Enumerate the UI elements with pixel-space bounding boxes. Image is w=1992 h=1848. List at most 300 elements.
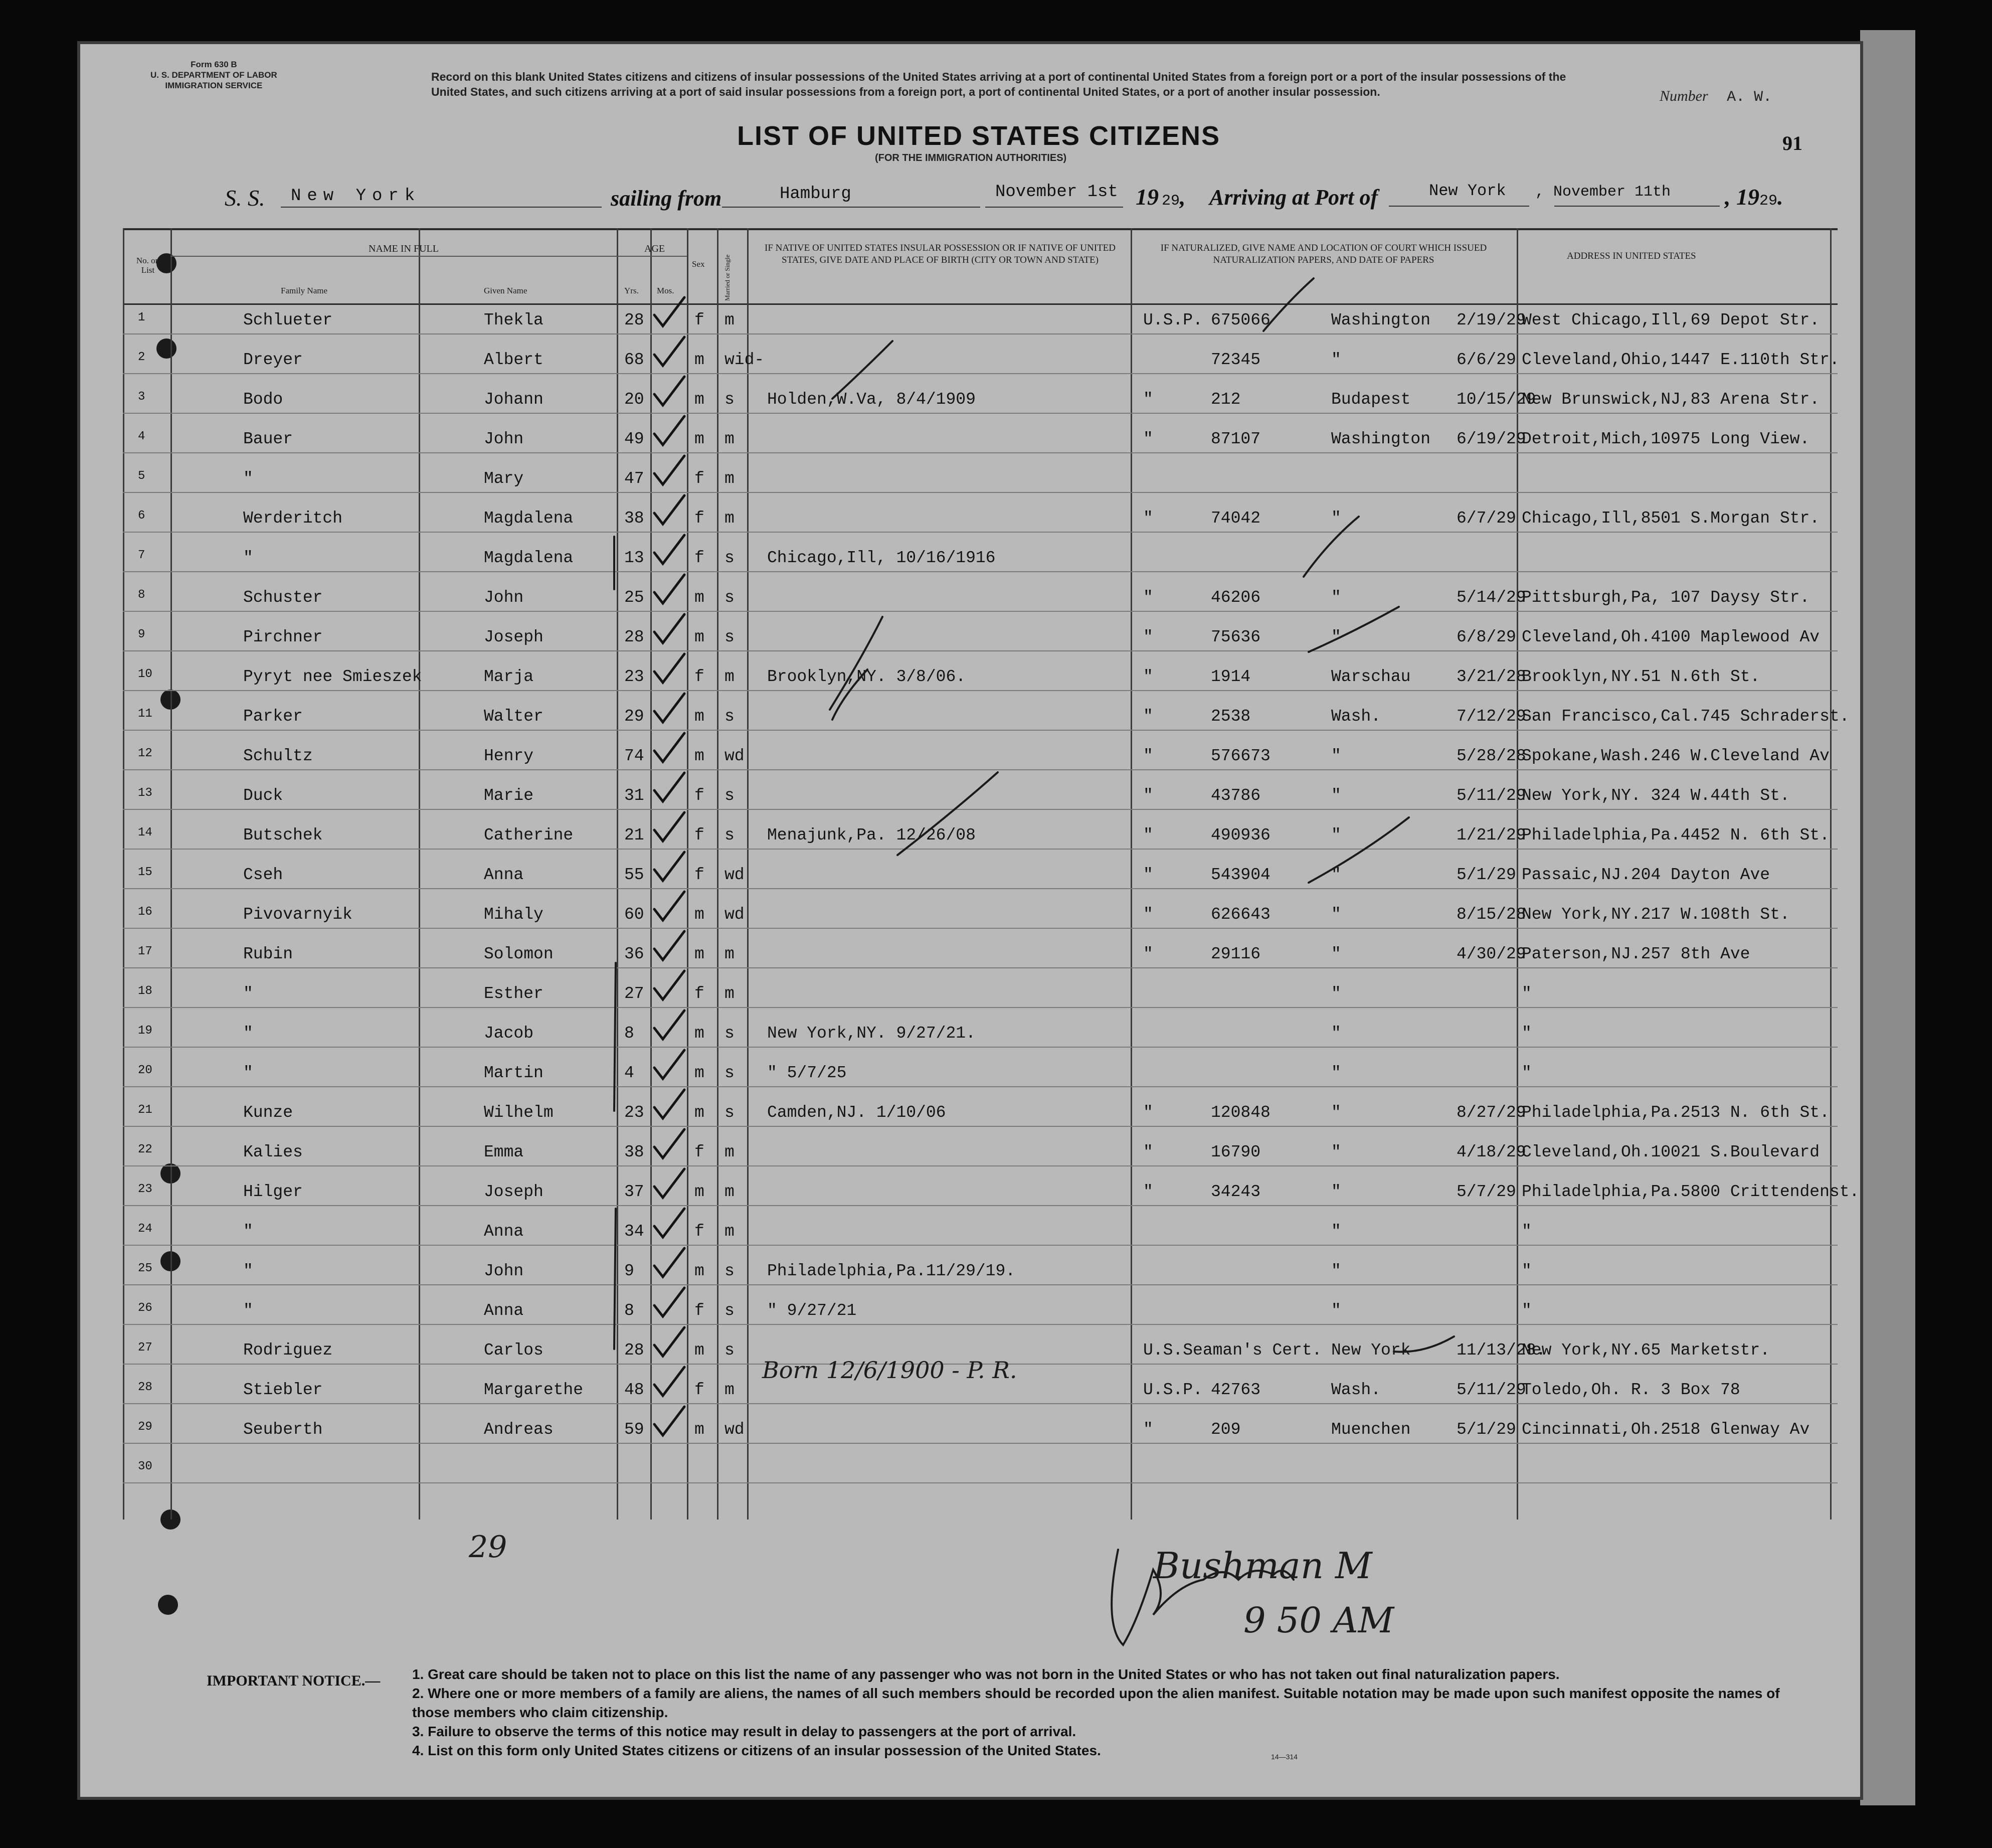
sex: m (694, 1064, 704, 1082)
us-address: New York,NY.217 W.108th St. (1522, 905, 1790, 924)
arriving-label: Arriving at Port of (1209, 185, 1378, 210)
us-address: Spokane,Wash.246 W.Cleveland Av (1522, 747, 1830, 765)
sex: f (694, 469, 704, 488)
family-name: Schultz (243, 747, 313, 765)
given-name: Marja (484, 667, 534, 686)
us-address: " (1522, 1262, 1532, 1280)
us-address: Toledo,Oh. R. 3 Box 78 (1522, 1381, 1740, 1399)
department: U. S. DEPARTMENT OF LABOR (150, 70, 277, 80)
service: IMMIGRATION SERVICE (165, 81, 263, 90)
age-years: 38 (624, 509, 644, 528)
sex: m (694, 945, 704, 963)
check-mark (830, 617, 882, 710)
naturalization-prefix: " (1143, 707, 1153, 726)
age-years: 59 (624, 1420, 644, 1439)
from-port: Hamburg (780, 185, 851, 204)
marital-status: s (725, 1341, 735, 1360)
us-address: West Chicago,Ill,69 Depot Str. (1522, 311, 1820, 329)
row-number: 25 (138, 1262, 152, 1275)
naturalization-number: 34243 (1211, 1183, 1261, 1201)
papers-date: 4/30/29 (1457, 945, 1526, 963)
us-address: New Brunswick,NJ,83 Arena Str. (1522, 390, 1820, 409)
papers-date: 6/6/29 (1457, 351, 1516, 369)
naturalization-prefix: " (1143, 786, 1153, 805)
age-years: 23 (624, 667, 644, 686)
family-name: " (243, 984, 253, 1003)
naturalization-number: 87107 (1211, 430, 1261, 448)
us-address: Philadelphia,Pa.5800 Crittendenst. (1522, 1183, 1860, 1201)
row-number: 14 (138, 826, 152, 839)
age-years: 21 (624, 826, 644, 845)
bracket-mark (614, 963, 616, 1111)
given-name: Anna (484, 1301, 524, 1320)
marital-status: m (725, 430, 735, 448)
papers-date: 8/27/29 (1457, 1103, 1526, 1122)
page-subtitle: (FOR THE IMMIGRATION AUTHORITIES) (875, 152, 1067, 163)
birth-info: Chicago,Ill, 10/16/1916 (767, 549, 996, 567)
papers-date: 5/1/29 (1457, 1420, 1516, 1439)
us-address: " (1522, 1222, 1532, 1241)
us-address: Cincinnati,Oh.2518 Glenway Av (1522, 1420, 1810, 1439)
court-location: " (1331, 747, 1341, 765)
depart-year: 29 (1162, 193, 1180, 210)
row-number: 23 (138, 1183, 152, 1196)
naturalization-number: 490936 (1211, 826, 1271, 845)
naturalization-prefix: " (1143, 390, 1153, 409)
us-address: Cleveland,Ohio,1447 E.110th Str. (1522, 351, 1840, 369)
sex: m (694, 430, 704, 448)
sex: f (694, 1222, 704, 1241)
birth-info: Brooklyn,NY. 3/8/06. (767, 667, 966, 686)
row-number: 22 (138, 1143, 152, 1156)
marital-status: m (725, 1222, 735, 1241)
marital-status: s (725, 1262, 735, 1280)
marital-status: m (725, 945, 735, 963)
naturalization-number: 2538 (1211, 707, 1251, 726)
naturalization-number: 29116 (1211, 945, 1261, 963)
sex: f (694, 786, 704, 805)
given-name: Margarethe (484, 1381, 584, 1399)
given-name: Esther (484, 984, 544, 1003)
sex: m (694, 390, 704, 409)
check-mark (1309, 607, 1399, 652)
family-name: Cseh (243, 866, 283, 884)
papers-date: 1/21/29 (1457, 826, 1526, 845)
naturalization-number: 1914 (1211, 667, 1251, 686)
court-location: " (1331, 984, 1341, 1003)
header-sex: Sex (692, 259, 705, 269)
marital-status: s (725, 1024, 735, 1043)
marital-status: wd (725, 905, 745, 924)
family-name: Pyryt nee Smieszek (243, 667, 422, 686)
header-no: No. on List (136, 256, 160, 275)
row-number: 17 (138, 945, 152, 958)
sex: f (694, 1381, 704, 1399)
row-number: 19 (138, 1024, 152, 1038)
sex: f (694, 549, 704, 567)
header-yrs: Yrs. (624, 286, 639, 295)
arrival-year: 29 (1759, 193, 1778, 210)
age-years: 8 (624, 1301, 634, 1320)
row-number: 30 (138, 1460, 152, 1473)
us-address: New York,NY. 324 W.44th St. (1522, 786, 1790, 805)
marital-status: m (725, 311, 735, 329)
bracket-mark (614, 1209, 616, 1349)
given-name: Emma (484, 1143, 524, 1161)
sex: f (694, 311, 704, 329)
naturalization-prefix: " (1143, 866, 1153, 884)
papers-date: 4/18/29 (1457, 1143, 1526, 1161)
family-name: Parker (243, 707, 303, 726)
family-name: " (243, 549, 253, 567)
family-name: Schuster (243, 588, 323, 607)
family-name: Rubin (243, 945, 293, 963)
naturalization-prefix: " (1143, 1183, 1153, 1201)
papers-date: 6/8/29 (1457, 628, 1516, 646)
birth-info: Menajunk,Pa. 12/26/08 (767, 826, 976, 845)
given-name: Martin (484, 1064, 544, 1082)
sex: f (694, 866, 704, 884)
naturalization-number: 75636 (1211, 628, 1261, 646)
given-name: John (484, 430, 524, 448)
given-name: Wilhelm (484, 1103, 554, 1122)
ship-name: New York (291, 187, 421, 206)
given-name: Walter (484, 707, 544, 726)
naturalization-prefix: " (1143, 509, 1153, 528)
print-code: 14—314 (1271, 1753, 1298, 1761)
age-years: 20 (624, 390, 644, 409)
naturalization-number: 74042 (1211, 509, 1261, 528)
us-address: San Francisco,Cal.745 Schraderst. (1522, 707, 1850, 726)
check-mark (1309, 817, 1409, 883)
papers-date: 7/12/29 (1457, 707, 1526, 726)
notice-item: 2. Where one or more members of a family are aliens, the names of all such members should be recorded upon the alien manifest. Suitable notation may be made upon such manifest opposite the names of those members who claim citizenship. (412, 1686, 1780, 1720)
marital-status: s (725, 628, 735, 646)
court-location: " (1331, 628, 1341, 646)
marital-status: s (725, 707, 735, 726)
papers-date: 6/7/29 (1457, 509, 1516, 528)
row27-birth-note: Born 12/6/1900 - P. R. (762, 1357, 1017, 1384)
us-address: " (1522, 1301, 1532, 1320)
given-name: Joseph (484, 1183, 544, 1201)
header-family: Family Name (281, 286, 328, 295)
marital-status: m (725, 667, 735, 686)
family-name: Pivovarnyik (243, 905, 352, 924)
papers-date: 6/19/29 (1457, 430, 1526, 448)
header-mos: Mos. (657, 286, 674, 295)
us-address: Cleveland,Oh.10021 S.Boulevard (1522, 1143, 1820, 1161)
age-years: 34 (624, 1222, 644, 1241)
row-number: 13 (138, 786, 152, 800)
sex: m (694, 1420, 704, 1439)
row-number: 7 (138, 549, 145, 562)
check-mark (1263, 278, 1314, 331)
row-number: 18 (138, 984, 152, 998)
sex: m (694, 351, 704, 369)
us-address: Philadelphia,Pa.4452 N. 6th St. (1522, 826, 1830, 845)
family-name: Dreyer (243, 351, 303, 369)
naturalization-number: 543904 (1211, 866, 1271, 884)
sex: f (694, 1143, 704, 1161)
naturalization-number: 42763 (1211, 1381, 1261, 1399)
court-location: " (1331, 905, 1341, 924)
sex: m (694, 707, 704, 726)
court-location: " (1331, 1024, 1341, 1043)
check-mark (897, 772, 998, 855)
sex: m (694, 1024, 704, 1043)
papers-date: 5/1/29 (1457, 866, 1516, 884)
family-name: " (243, 1262, 253, 1280)
given-name: Thekla (484, 311, 544, 329)
marital-status: m (725, 1381, 735, 1399)
family-name: Pirchner (243, 628, 323, 646)
family-name: Stiebler (243, 1381, 323, 1399)
row-number: 26 (138, 1301, 152, 1315)
family-name: " (243, 1301, 253, 1320)
age-years: 23 (624, 1103, 644, 1122)
naturalization-prefix: " (1143, 667, 1153, 686)
count-note: 29 (469, 1530, 507, 1565)
marital-status: m (725, 1143, 735, 1161)
papers-date: 3/21/28 (1457, 667, 1526, 686)
row-number: 11 (138, 707, 152, 721)
row-number: 28 (138, 1381, 152, 1394)
row-number: 10 (138, 667, 152, 681)
sex: f (694, 667, 704, 686)
page-number: 91 (1782, 132, 1802, 154)
us-address: " (1522, 1064, 1532, 1082)
row-number: 24 (138, 1222, 152, 1236)
court-location: Wash. (1331, 707, 1381, 726)
court-location: New York (1331, 1341, 1411, 1360)
given-name: Joseph (484, 628, 544, 646)
header-address: ADDRESS IN UNITED STATES (1567, 251, 1696, 261)
notice-items (412, 1665, 1816, 1760)
row-number: 15 (138, 866, 152, 879)
naturalization-number: 212 (1211, 390, 1241, 409)
sex: m (694, 628, 704, 646)
court-location: " (1331, 1064, 1341, 1082)
naturalization-prefix: U.S.P. (1143, 1381, 1203, 1399)
given-name: Solomon (484, 945, 554, 963)
naturalization-number: 72345 (1211, 351, 1261, 369)
marital-status: m (725, 984, 735, 1003)
row-number: 4 (138, 430, 145, 443)
age-years: 27 (624, 984, 644, 1003)
family-name: " (243, 469, 253, 488)
naturalization-prefix: " (1143, 905, 1153, 924)
notice-label: IMPORTANT NOTICE.— (207, 1672, 381, 1689)
age-years: 37 (624, 1183, 644, 1201)
given-name: Catherine (484, 826, 574, 845)
naturalization-prefix: " (1143, 430, 1153, 448)
family-name: Werderitch (243, 509, 343, 528)
given-name: Jacob (484, 1024, 534, 1043)
court-location: Wash. (1331, 1381, 1381, 1399)
sex: f (694, 984, 704, 1003)
sex: m (694, 1183, 704, 1201)
marital-status: s (725, 786, 735, 805)
papers-date: 5/14/29 (1457, 588, 1526, 607)
row-number: 21 (138, 1103, 152, 1117)
sex: f (694, 1301, 704, 1320)
given-name: John (484, 588, 524, 607)
age-years: 8 (624, 1024, 634, 1043)
row-number: 5 (138, 469, 145, 483)
age-years: 31 (624, 786, 644, 805)
age-years: 47 (624, 469, 644, 488)
marital-status: wd (725, 866, 745, 884)
papers-date: 5/11/29 (1457, 1381, 1526, 1399)
us-address: Paterson,NJ.257 8th Ave (1522, 945, 1750, 963)
header-insular: IF NATIVE OF UNITED STATES INSULAR POSSESSION OR IF NATIVE OF UNITED STATES, GIVE DATE AND PLACE OF BIRTH (CITY OR TOWN AND STATE) (765, 243, 1116, 265)
court-location: " (1331, 351, 1341, 369)
court-location: " (1331, 826, 1341, 845)
notice-item: 4. List on this form only United States citizens or citizens of an insular possession of the United States. (412, 1743, 1101, 1758)
marital-status: m (725, 1183, 735, 1201)
court-location: Muenchen (1331, 1420, 1411, 1439)
family-name: Hilger (243, 1183, 303, 1201)
number-label: Number (1660, 88, 1708, 104)
us-address: Brooklyn,NY.51 N.6th St. (1522, 667, 1760, 686)
given-name: Magdalena (484, 549, 574, 567)
given-name: Magdalena (484, 509, 574, 528)
naturalization-number: 43786 (1211, 786, 1261, 805)
naturalization-number: 626643 (1211, 905, 1271, 924)
sailing-label: sailing from (611, 186, 722, 211)
notice-item: 1. Great care should be taken not to place on this list the name of any passenger who was not born in the United States or who has not taken out final naturalization papers. (412, 1666, 1560, 1682)
court-location: " (1331, 945, 1341, 963)
papers-date: 2/19/29 (1457, 311, 1526, 329)
court-location: " (1331, 1143, 1341, 1161)
family-name: Bauer (243, 430, 293, 448)
row-number: 6 (138, 509, 145, 523)
age-years: 25 (624, 588, 644, 607)
notice-item: 3. Failure to observe the terms of this notice may result in delay to passengers at the port of arrival. (412, 1724, 1076, 1739)
row-number: 29 (138, 1420, 152, 1434)
depart-year-field: 19 29, (1136, 184, 1186, 210)
court-location: Budapest (1331, 390, 1411, 409)
naturalization-prefix: " (1143, 826, 1153, 845)
us-address: Cleveland,Oh.4100 Maplewood Av (1522, 628, 1820, 646)
header-naturalized: IF NATURALIZED, GIVE NAME AND LOCATION OF COURT WHICH ISSUED NATURALIZATION PAPERS, AND DATE OF PAPERS (1160, 243, 1487, 265)
sex: f (694, 826, 704, 845)
sex: m (694, 1103, 704, 1122)
row-number: 9 (138, 628, 145, 641)
arrival-year-field: , 1929. (1725, 184, 1783, 210)
court-location: " (1331, 509, 1341, 528)
row-number: 3 (138, 390, 145, 404)
naturalization-number: 120848 (1211, 1103, 1271, 1122)
us-address: " (1522, 1024, 1532, 1043)
marital-status: m (725, 469, 735, 488)
given-name: Carlos (484, 1341, 544, 1360)
row-number: 20 (138, 1064, 152, 1077)
row-number: 12 (138, 747, 152, 760)
family-name: Bodo (243, 390, 283, 409)
marital-status: s (725, 549, 735, 567)
age-years: 28 (624, 311, 644, 329)
us-address: Passaic,NJ.204 Dayton Ave (1522, 866, 1770, 884)
age-years: 36 (624, 945, 644, 963)
sex: m (694, 747, 704, 765)
given-name: Marie (484, 786, 534, 805)
us-address: Detroit,Mich,10975 Long View. (1522, 430, 1810, 448)
naturalization-number: 46206 (1211, 588, 1261, 607)
court-location: " (1331, 1222, 1341, 1241)
family-name: " (243, 1024, 253, 1043)
arrival-date: , November 11th (1535, 184, 1671, 201)
family-name: Kalies (243, 1143, 303, 1161)
family-name: " (243, 1064, 253, 1082)
family-name: Butschek (243, 826, 323, 845)
naturalization-prefix: U.S.P. (1143, 311, 1203, 329)
court-location: " (1331, 1103, 1341, 1122)
given-name: Andreas (484, 1420, 554, 1439)
us-address: " (1522, 984, 1532, 1003)
row-number: 8 (138, 588, 145, 602)
court-location: " (1331, 588, 1341, 607)
family-name: Rodriguez (243, 1341, 333, 1360)
header-given: Given Name (484, 286, 527, 295)
court-location: Warschau (1331, 667, 1411, 686)
papers-date: 11/13/28. (1457, 1341, 1546, 1360)
sex: f (694, 509, 704, 528)
naturalization-prefix: " (1143, 1420, 1153, 1439)
age-years: 28 (624, 1341, 644, 1360)
marital-status: wid- (725, 351, 765, 369)
us-address: Philadelphia,Pa.2513 N. 6th St. (1522, 1103, 1830, 1122)
sex: m (694, 905, 704, 924)
age-years: 68 (624, 351, 644, 369)
header-age: AGE (644, 243, 665, 254)
court-location: " (1331, 1301, 1341, 1320)
us-address: Pittsburgh,Pa, 107 Daysy Str. (1522, 588, 1810, 607)
header-married: Married or Single (723, 254, 731, 301)
notice-label-text: IMPORTANT NOTICE. (207, 1672, 366, 1689)
given-name: Anna (484, 866, 524, 884)
instructions: Record on this blank United States citizens and citizens of insular possessions of the United States arriving at a port of continental United States from a foreign port or a port of the insular possessions of the United States, and such citizens arriving at a port of said insular possessions from a foreign port, a port of continental United States, or a port of another insular possession. (431, 70, 1566, 98)
check-mark (832, 341, 892, 399)
year-prefix-2: 19 (1736, 184, 1759, 210)
given-name: Henry (484, 747, 534, 765)
sex: m (694, 1262, 704, 1280)
age-years: 48 (624, 1381, 644, 1399)
marital-status: wd (725, 1420, 745, 1439)
birth-info: " 9/27/21 (767, 1301, 857, 1320)
check-mark (1394, 1336, 1454, 1352)
form-number: Form 630 B (191, 60, 237, 69)
arrival-date-text: November 11th (1553, 184, 1671, 201)
age-years: 29 (624, 707, 644, 726)
birth-info: Camden,NJ. 1/10/06 (767, 1103, 946, 1122)
naturalization-prefix: U.S.Seaman's Cert. (1143, 1341, 1322, 1360)
court-location: " (1331, 1183, 1341, 1201)
given-name: Anna (484, 1222, 524, 1241)
age-years: 28 (624, 628, 644, 646)
naturalization-prefix: " (1143, 588, 1153, 607)
papers-date: 5/28/28 (1457, 747, 1526, 765)
signature: Bushman M (1153, 1545, 1372, 1587)
age-years: 60 (624, 905, 644, 924)
naturalization-prefix: " (1143, 747, 1153, 765)
number-value: A. W. (1727, 89, 1772, 106)
court-location: Washington (1331, 311, 1431, 329)
depart-date: November 1st (995, 183, 1118, 202)
row-number: 2 (138, 351, 145, 364)
sex: m (694, 588, 704, 607)
family-name: Schlueter (243, 311, 333, 329)
